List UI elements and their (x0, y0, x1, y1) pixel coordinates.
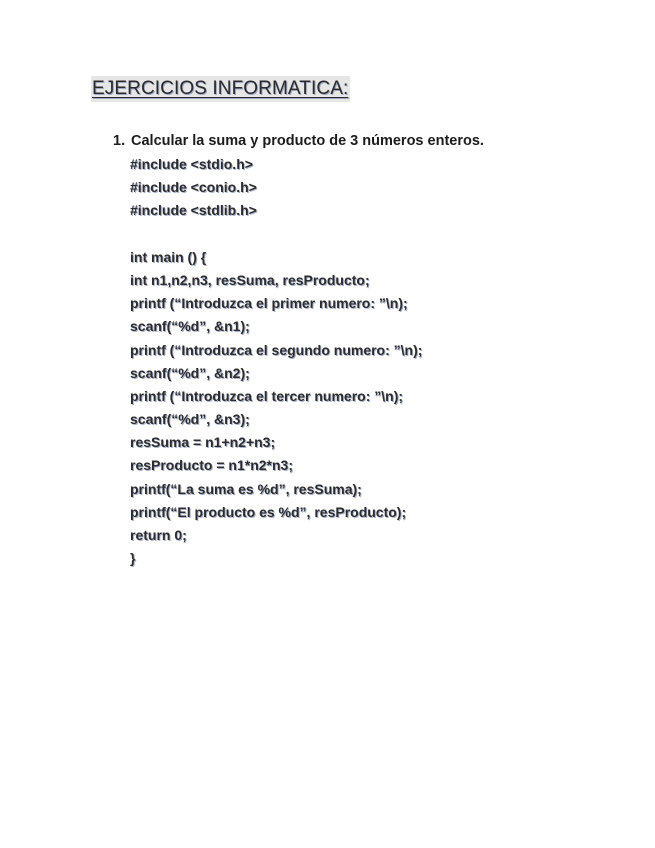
exercise-item (113, 131, 633, 570)
code-line: return 0; (130, 527, 187, 543)
code-line: int main () { (130, 248, 207, 265)
code-line: #include <conio.h> (130, 179, 257, 196)
exercise-heading-text: Calcular la suma y producto de 3 números enteros. (131, 133, 484, 149)
code-line: } (130, 550, 136, 567)
code-line: resProducto = n1*n2*n3; (130, 457, 293, 474)
code-line: printf (“Introduzca el segundo numero: ”\n); (130, 341, 423, 358)
code-blank-line (130, 223, 633, 246)
code-line: int n1,n2,n3, resSuma, resProducto; (130, 271, 370, 288)
code-line: scanf(“%d”, &n2); (130, 364, 250, 381)
document-title: EJERCICIOS INFORMATICA: (91, 76, 350, 102)
exercise-heading (113, 131, 633, 151)
code-line: #include <stdio.h> (130, 156, 253, 172)
exercise-number: 1. (113, 133, 126, 149)
code-line: #include <stdlib.h> (130, 202, 257, 219)
code-line: scanf(“%d”, &n1); (130, 318, 250, 335)
code-line: scanf(“%d”, &n3); (130, 411, 250, 428)
code-line: printf(“La suma es %d”, resSuma); (130, 480, 362, 497)
code-line: printf (“Introduzca el primer numero: ”\n); (130, 295, 408, 312)
code-line: resSuma = n1+n2+n3; (130, 434, 276, 451)
code-line: printf (“Introduzca el tercer numero: ”\n); (130, 387, 404, 404)
code-block (130, 153, 633, 570)
code-line: printf(“El producto es %d”, resProducto); (130, 503, 407, 520)
